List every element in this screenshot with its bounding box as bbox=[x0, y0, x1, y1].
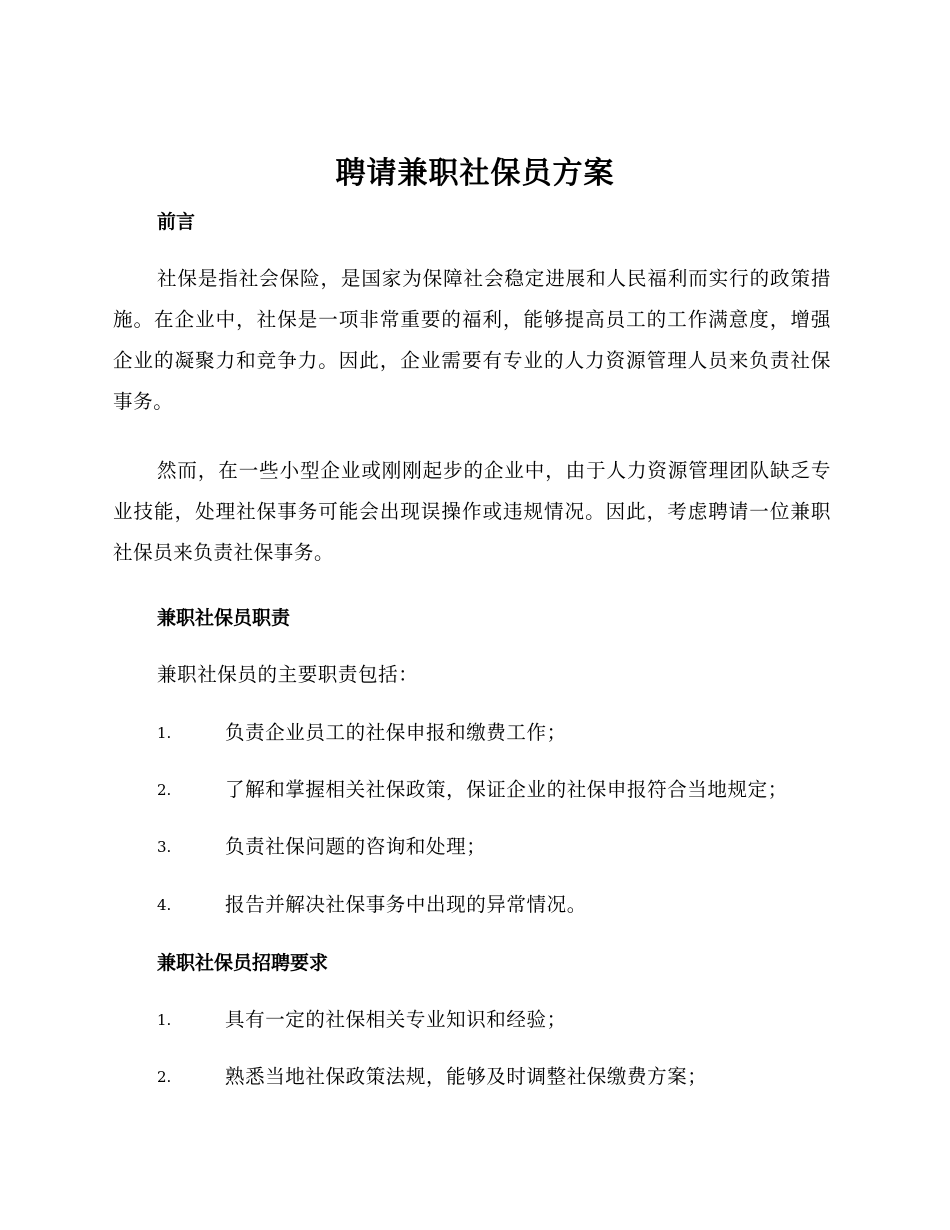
list-text: 具有一定的社保相关专业知识和经验； bbox=[225, 1008, 567, 1031]
list-number: 1. bbox=[157, 724, 172, 742]
list-number: 2. bbox=[157, 1068, 172, 1086]
section-heading-duties: 兼职社保员职责 bbox=[157, 607, 291, 629]
list-number: 1. bbox=[157, 1011, 172, 1029]
duties-list-item bbox=[157, 718, 857, 748]
list-number: 2. bbox=[157, 781, 172, 799]
requirements-list-item bbox=[157, 1005, 857, 1035]
list-text: 熟悉当地社保政策法规，能够及时调整社保缴费方案； bbox=[225, 1065, 708, 1088]
duties-list-item bbox=[157, 890, 857, 920]
duties-list-item bbox=[157, 775, 857, 805]
list-number: 4. bbox=[157, 896, 172, 914]
duties-intro: 兼职社保员的主要职责包括： bbox=[157, 663, 419, 686]
list-text: 了解和掌握相关社保政策，保证企业的社保申报符合当地规定； bbox=[225, 778, 788, 801]
list-text: 负责企业员工的社保申报和缴费工作； bbox=[225, 721, 567, 744]
requirements-list-item bbox=[157, 1062, 857, 1092]
list-text: 负责社保问题的咨询和处理； bbox=[225, 835, 487, 858]
section-heading-requirements: 兼职社保员招聘要求 bbox=[157, 952, 329, 974]
section-heading-preface: 前言 bbox=[157, 211, 196, 233]
preface-paragraph-2: 然而，在一些小型企业或刚刚起步的企业中，由于人力资源管理团队缺乏专业技能，处理社保事务可能会出现误操作或违规情况。因此，考虑聘请一位兼职社保员来负责社保事务。 bbox=[113, 459, 831, 564]
list-text: 报告并解决社保事务中出现的异常情况。 bbox=[225, 893, 587, 916]
list-number: 3. bbox=[157, 838, 172, 856]
preface-paragraph-1: 社保是指社会保险，是国家为保障社会稳定进展和人民福利而实行的政策措施。在企业中，社保是一项非常重要的福利，能够提高员工的工作满意度，增强企业的凝聚力和竞争力。因此，企业需要有专业的人力资源管理人员来负责社保事务。 bbox=[113, 267, 831, 413]
duties-list-item bbox=[157, 832, 857, 862]
document-title: 聘请兼职社保员方案 bbox=[335, 156, 615, 191]
